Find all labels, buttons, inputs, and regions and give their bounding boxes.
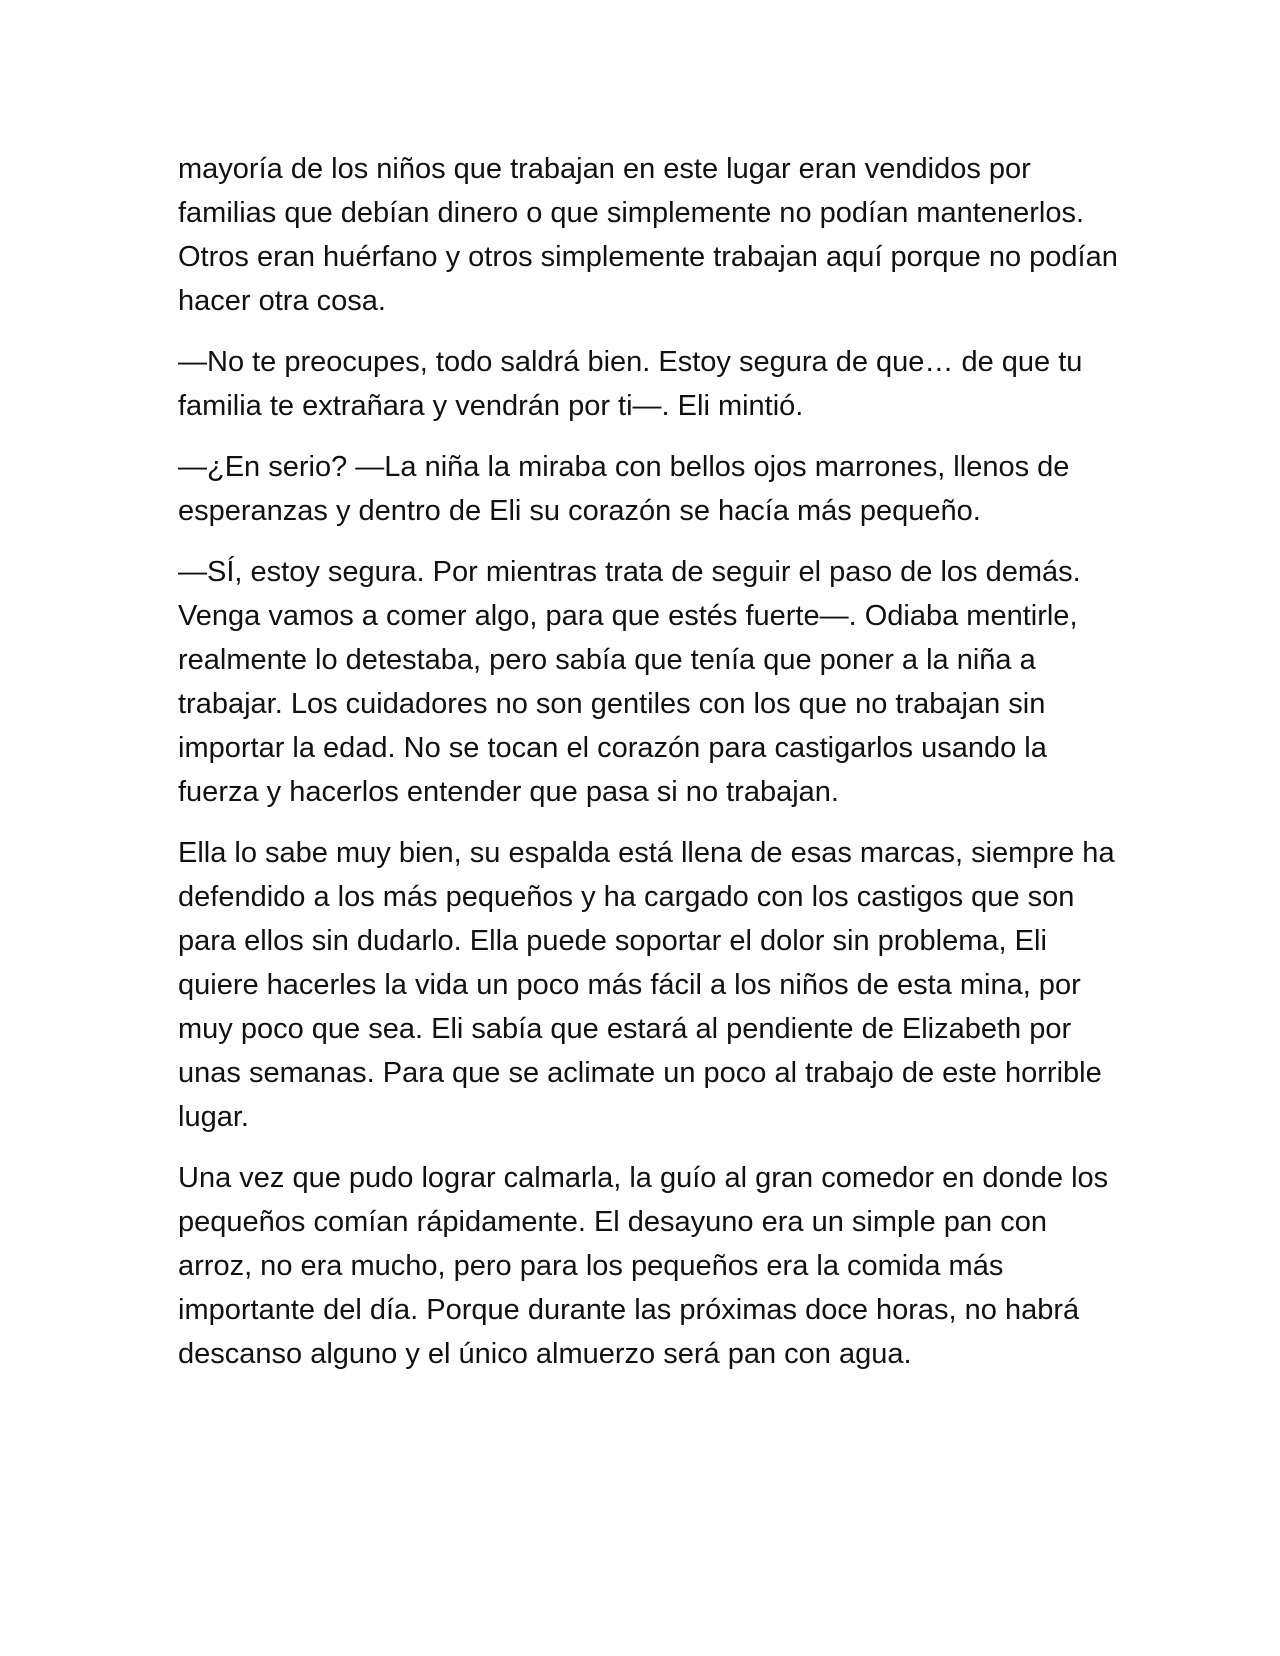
paragraph-3: —¿En serio? —La niña la miraba con bellos ojos marrones, llenos de esperanzas y dentro de Eli su corazón se hacía más pequeño. bbox=[178, 451, 1070, 527]
paragraph-2: —No te preocupes, todo saldrá bien. Estoy segura de que… de que tu familia te extrañara y vendrán por ti—. Eli mintió. bbox=[178, 346, 1083, 422]
paragraph-6: Una vez que pudo lograr calmarla, la guío al gran comedor en donde los pequeños comían rápidamente. El desayuno era un simple pan con arroz, no era mucho, pero para los pequeños era la comida más importante del día. Porque durante las próximas doce horas, no habrá descanso alguno y el único almuerzo será pan con agua. bbox=[178, 1162, 1109, 1370]
document-body bbox=[178, 147, 1128, 1393]
paragraph-5: Ella lo sabe muy bien, su espalda está llena de esas marcas, siempre ha defendido a los más pequeños y ha cargado con los castigos que son para ellos sin dudarlo. Ella puede soportar el dolor sin problema, Eli quiere hacerles la vida un poco más fácil a los niños de esta mina, por muy poco que sea. Eli sabía que estará al pendiente de Elizabeth por unas semanas. Para que se aclimate un poco al trabajo de este horrible lugar. bbox=[178, 837, 1115, 1133]
paragraph-1: mayoría de los niños que trabajan en este lugar eran vendidos por familias que debían dinero o que simplemente no podían mantenerlos. Otros eran huérfano y otros simplemente trabajan aquí porque no podían hacer otra cosa. bbox=[178, 153, 1118, 317]
paragraph-4: —SÍ, estoy segura. Por mientras trata de seguir el paso de los demás. Venga vamos a comer algo, para que estés fuerte—. Odiaba mentirle, realmente lo detestaba, pero sabía que tenía que poner a la niña a trabajar. Los cuidadores no son gentiles con los que no trabajan sin importar la edad. No se tocan el corazón para castigarlos usando la fuerza y hacerlos entender que pasa si no trabajan. bbox=[178, 556, 1081, 808]
